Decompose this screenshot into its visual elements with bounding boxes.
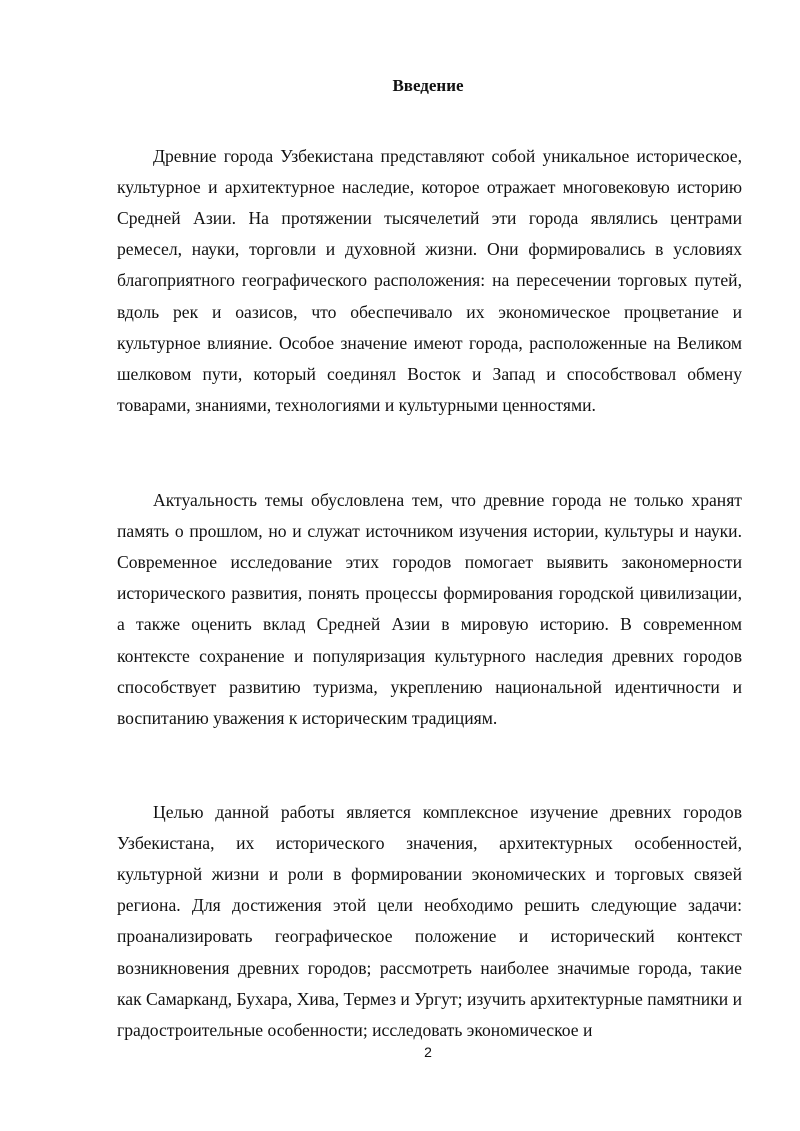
paragraph-relevance: Актуальность темы обусловлена тем, что древние города не только хранят память о прошлом, но и служат источником изучения истории, культуры и науки. Современное исследование этих городов помогает выявить закономерности исторического развития, понять процессы формирования городской цивилизации, а также оценить вклад Средней Азии в мировую историю. В современном контексте сохранение и популяризация культурного наследия древних городов способствует развитию туризма, укреплению национальной идентичности и воспитанию уважения к историческим традициям. (117, 489, 742, 729)
paragraph-goals: Целью данной работы является комплексное изучение древних городов Узбекистана, их исторического значения, архитектурных особенностей, культурной жизни и роли в формировании экономических и торговых связей региона. Для достижения этой цели необходимо решить следующие задачи: проанализировать географическое положение и исторический контекст возникновения древних городов; рассмотреть наиболее значимые города, такие как Самарканд, Бухара, Хива, Термез и Ургут; изучить архитектурные памятники и градостроительные особенности; исследовать экономическое и (117, 801, 742, 1041)
section-heading: Введение (392, 76, 464, 95)
paragraph-introduction: Древние города Узбекистана представляют собой уникальное историческое, культурное и архитектурное наследие, которое отражает многовековую историю Средней Азии. На протяжении тысячелетий эти города являлись центрами ремесел, науки, торговли и духовной жизни. Они формировались в условиях благоприятного географического расположения: на пересечении торговых путей, вдоль рек и оазисов, что обеспечивало их экономическое процветание и культурное влияние. Особое значение имеют города, расположенные на Великом шелковом пути, который соединял Восток и Запад и способствовал обмену товарами, знаниями, технологиями и культурными ценностями. (117, 145, 742, 416)
page-number: 2 (424, 1044, 432, 1060)
